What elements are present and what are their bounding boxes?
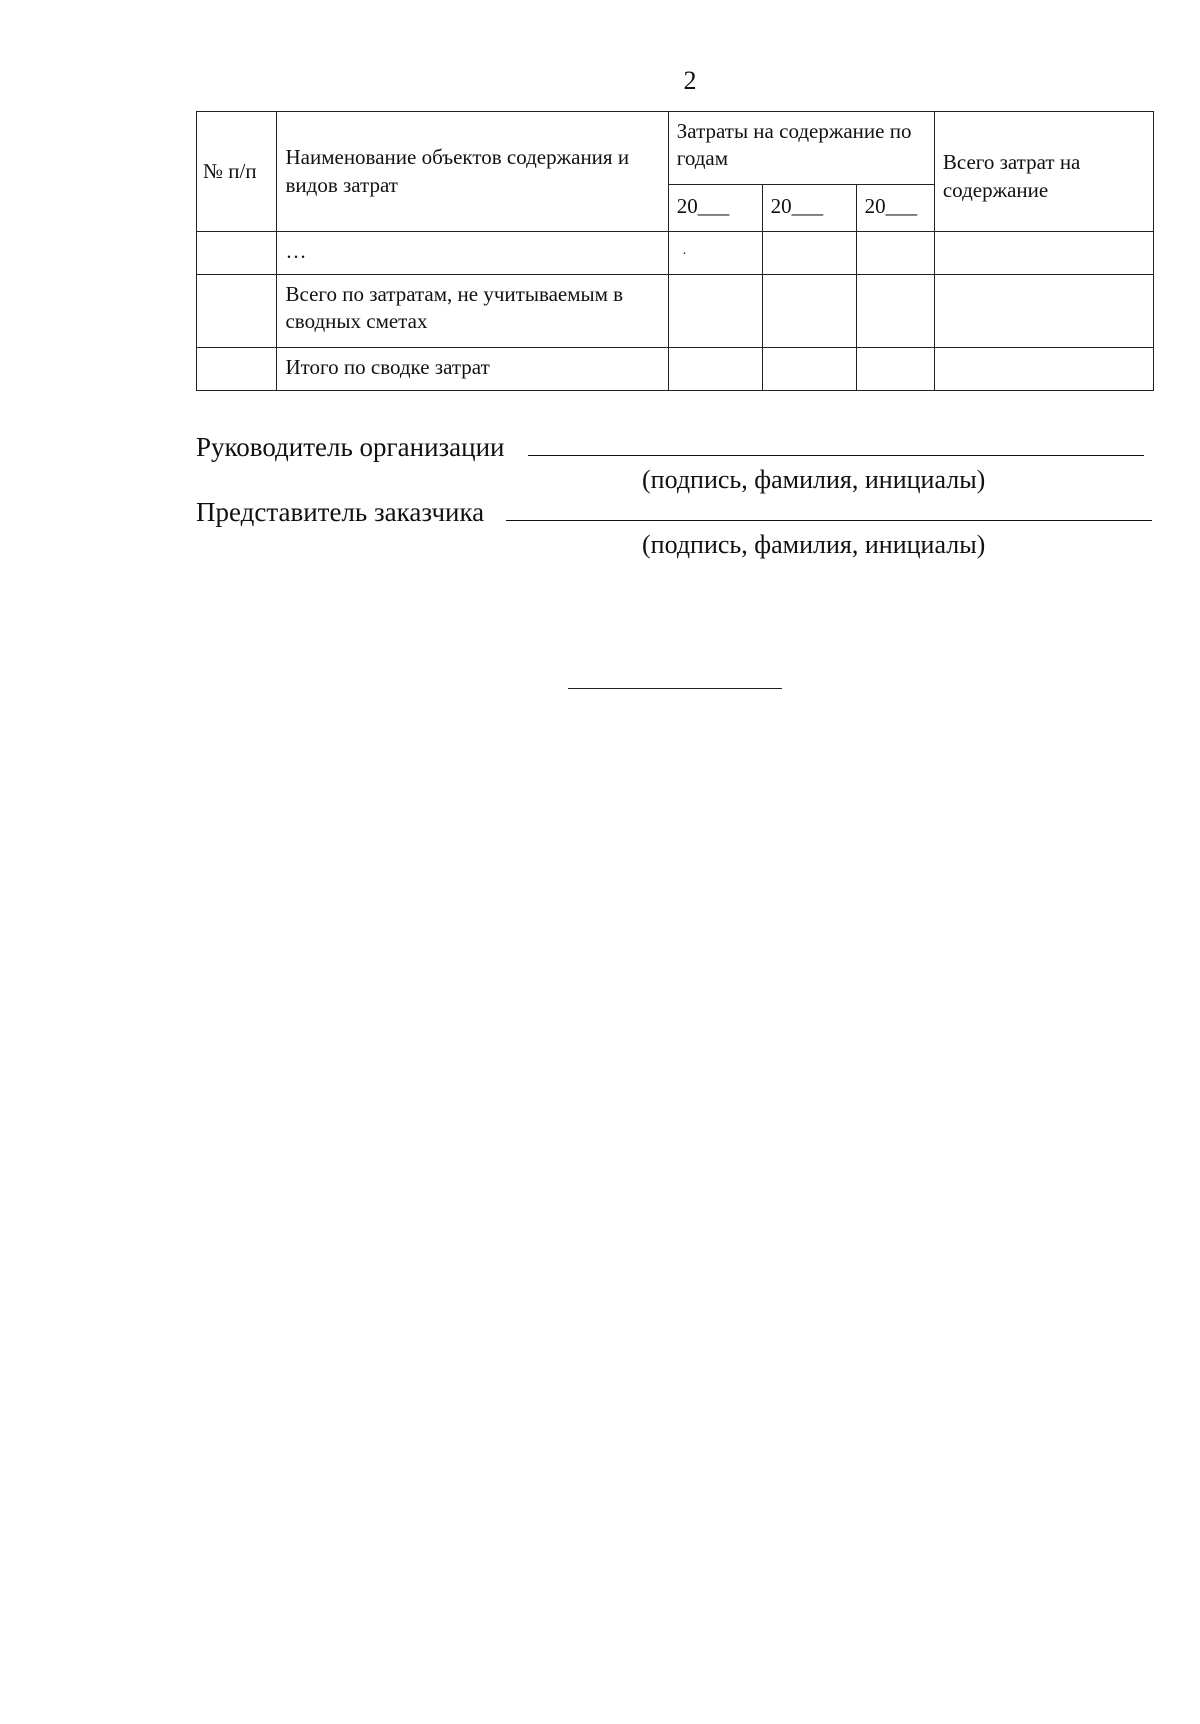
head-signature-line [528,425,1144,456]
row-year-1: . [668,232,762,275]
row-year-2 [762,275,856,348]
page-number: 2 [683,66,697,95]
header-name: Наименование объектов содержания и видов затрат [277,112,668,232]
row-name: Всего по затратам, не учитываемым в сводных сметах [277,275,668,348]
header-year-1: 20___ [668,185,762,232]
row-year-3 [856,232,934,275]
row-year-1 [668,275,762,348]
row-year-1 [668,348,762,391]
row-num [197,275,277,348]
row-name: … [277,232,668,275]
header-num: № п/п [197,112,277,232]
header-year-3: 20___ [856,185,934,232]
head-signature-label: Руководитель организации [196,432,505,462]
head-signature-caption: (подпись, фамилия, инициалы) [642,465,986,494]
header-total: Всего затрат на содержание [934,112,1153,232]
row-year-2 [762,348,856,391]
row-year-3 [856,348,934,391]
customer-signature-caption: (подпись, фамилия, инициалы) [642,530,986,559]
header-year-2: 20___ [762,185,856,232]
row-total [934,232,1153,275]
row-num [197,348,277,391]
row-total [934,348,1153,391]
table-row [197,348,1154,391]
table-row [197,275,1154,348]
table-row [197,232,1154,275]
row-year-2 [762,232,856,275]
row-year-3 [856,275,934,348]
header-costs-by-year: Затраты на содержание по годам [668,112,934,185]
row-total [934,275,1153,348]
customer-signature-label: Представитель заказчика [196,497,485,527]
table-header-row [197,112,1154,185]
cost-summary-table [196,111,1154,391]
row-num [197,232,277,275]
end-of-document-rule [568,688,782,689]
customer-signature-line [506,490,1152,521]
row-name: Итого по сводке затрат [277,348,668,391]
